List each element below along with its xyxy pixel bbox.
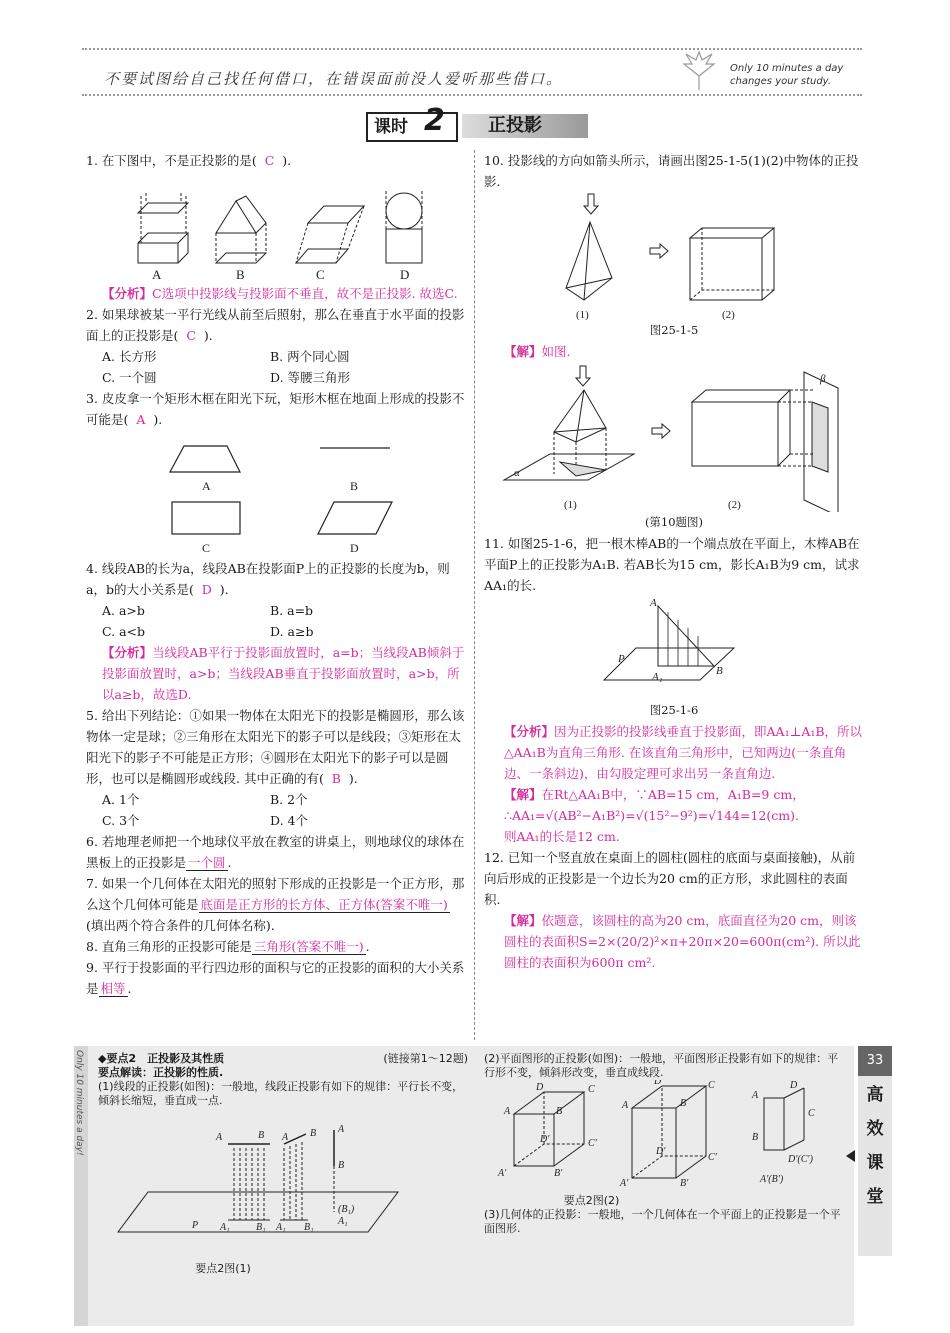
svg-text:D: D: [350, 541, 359, 555]
q2-options: A. 长方形 B. 两个同心圆 C. 一个圆 D. 等腰三角形: [102, 349, 351, 385]
q1-label-d: D: [400, 267, 410, 282]
key-point-panel: [74, 1046, 854, 1326]
maple-leaf-icon: [672, 50, 726, 94]
q9-answer: 相等: [100, 981, 126, 996]
question-6: 6. 若地理老师把一个地球仪平放在教室的讲桌上，则地球仪的球体在黑板上的正投影是 一个圆 .: [86, 834, 465, 870]
side-tab: [858, 1046, 892, 1256]
svg-text:A: A: [202, 479, 211, 493]
svg-text:D: D: [654, 1080, 662, 1087]
question-3: 3. 皮皮拿一个矩形木框在阳光下玩，矩形木框在地面上形成的投影不可能是( A ).: [86, 391, 465, 427]
svg-text:B: B: [350, 479, 359, 493]
q1-option-d-figure: [386, 191, 422, 263]
q8-answer: 三角形(答案不唯一): [253, 939, 364, 954]
svg-text:B′: B′: [680, 1178, 689, 1189]
svg-text:α: α: [514, 467, 520, 479]
svg-text:A: A: [622, 1100, 629, 1111]
svg-text:B: B: [310, 1128, 317, 1139]
q11-triangle: [658, 606, 714, 666]
svg-text:D′(C′): D′(C′): [788, 1154, 813, 1165]
point-subtitle: 要点解读：正投影的性质.: [98, 1066, 224, 1079]
svg-text:A: A: [504, 1106, 511, 1117]
svg-text:β: β: [820, 373, 826, 385]
arrow-right-icon: [652, 424, 670, 438]
svg-text:D′: D′: [656, 1146, 666, 1157]
svg-text:(1): (1): [564, 499, 577, 511]
q12-solution: 【解】依题意，该圆柱的高为20 cm，底面直径为20 cm，则该圆柱的表面积S=2×(20/2)²×π+20π×20=600π(cm²). 所以此圆柱的表面积为600π cm².: [504, 913, 861, 970]
point-title: ◆要点2 正投影及其性质: [98, 1052, 225, 1065]
panel-side-strip: Only 10 minutes a day!: [74, 1046, 88, 1326]
q3-trapezoid: [170, 446, 240, 472]
q1-label-c: C: [316, 267, 325, 282]
svg-text:(2): (2): [728, 499, 741, 511]
question-8: 8. 直角三角形的正投影可能是 三角形(答案不唯一) .: [86, 939, 370, 954]
svg-text:A: A: [650, 597, 657, 609]
svg-text:C: C: [708, 1080, 715, 1091]
svg-text:C′: C′: [708, 1152, 717, 1163]
svg-text:B: B: [752, 1132, 759, 1143]
arrow-down-icon: [576, 366, 590, 386]
side-tab-char-4: 堂: [866, 1187, 884, 1207]
side-tab-char-1: 高: [866, 1085, 884, 1105]
svg-text:A′: A′: [620, 1178, 629, 1189]
side-tab-char-2: 效: [866, 1119, 884, 1139]
question-7: 7. 如果一个几何体在太阳光的照射下形成的正投影是一个正方形，那么这个几何体可能是 底面是正方形的长方体、正方体(答案不唯一)(填出两个符合条件的几何体名称).: [86, 876, 465, 933]
svg-text:(1): (1): [576, 309, 589, 320]
svg-text:C: C: [202, 541, 211, 555]
question-9: 9. 平行于投影面的平行四边形的面积与它的正投影的面积的大小关系是 相等 .: [86, 960, 465, 996]
q3-parallelogram: [318, 502, 392, 534]
q1-option-a-figure: [138, 193, 188, 263]
svg-text:B₁: B₁: [304, 1222, 314, 1233]
panel-left: [98, 1052, 468, 1276]
q10-tetrahedron: [566, 222, 612, 300]
q3-rectangle: [172, 502, 240, 534]
question-11: 11. 如图25-1-6，把一根木棒AB的一个端点放在平面上，木棒AB在平面P上的正投影为A₁B. 若AB长为15 cm，影长A₁B为9 cm，试求AA₁的长.: [484, 536, 860, 593]
svg-text:P: P: [192, 1220, 199, 1231]
svg-text:C: C: [808, 1108, 815, 1119]
q1-analysis: 【分析】C选项中投影线与投影面不垂直，故不是正投影. 故选C.: [102, 286, 458, 301]
svg-text:A: A: [216, 1132, 223, 1143]
svg-text:D: D: [536, 1082, 544, 1093]
q11-figure: [484, 596, 854, 700]
point-item-3: (3)几何体的正投影：一般地，一个几何体在一个平面上的正投影是一个平面图形.: [484, 1208, 841, 1235]
point-link: (链接第1～12题): [383, 1052, 468, 1065]
right-column: [484, 150, 864, 973]
header-rule-bottom: [82, 94, 862, 96]
svg-text:A: A: [282, 1132, 289, 1143]
q6-answer: 一个圆: [188, 855, 226, 870]
question-2: 2. 如果球被某一平行光线从前至后照射，那么在垂直于水平面的投影面上的正投影是( C ).: [86, 307, 465, 343]
q11-solution: 【解】在Rt△AA₁B中，∵AB=15 cm，A₁B=9 cm， ∴AA₁=√(AB²−A₁B²)=√(15²−9²)=√144=12(cm). 则AA₁的长是12 cm.: [504, 787, 805, 844]
q1-option-c-figure: [296, 206, 364, 263]
arrow-right-icon: [650, 244, 668, 258]
lesson-title: 正投影: [462, 114, 588, 138]
lesson-label-box: 课时 2: [366, 112, 458, 142]
point-figure-1-caption: 要点2图(1): [195, 1262, 251, 1275]
q1-figure: [86, 171, 446, 283]
svg-text:D: D: [790, 1080, 798, 1091]
q5-options: A. 1个 B. 2个 C. 3个 D. 4个: [102, 792, 308, 828]
svg-text:B: B: [716, 665, 723, 677]
svg-text:B: B: [556, 1106, 563, 1117]
svg-text:A₁: A₁: [338, 1216, 348, 1227]
q4-options: A. a>b B. a=b C. a<b D. a≥b: [102, 603, 314, 639]
question-5: 5. 给出下列结论：①如果一物体在太阳光下的投影是椭圆形，那么该物体一定是球；②三角形在太阳光下的影子可以是线段；③矩形在太阳光下的影子不可能是正方形；④圆形在太阳光下的影子可以是圆形，也可以是椭圆形或线段. 其中正确的有( B ).: [86, 708, 465, 786]
svg-text:A: A: [338, 1124, 345, 1135]
q11-analysis: 【分析】因为正投影的投影线垂直于投影面，即AA₁⊥A₁B，所以△AA₁B为直角三角形. 在该直角三角形中，已知两边(一条直角边、一条斜边)，由勾股定理可求出另一条直角边.: [504, 724, 863, 781]
question-12: 12. 已知一个竖直放在桌面上的圆柱(圆柱的底面与桌面接触)，从前向后形成的正投影是一个边长为20 cm的正方形，求此圆柱的表面积.: [484, 850, 856, 907]
header-rule-top: [82, 48, 862, 50]
svg-text:C′: C′: [588, 1138, 597, 1149]
q4-analysis: 【分析】当线段AB平行于投影面放置时，a=b；当线段AB倾斜于投影面放置时，a>b；当线段AB垂直于投影面放置时，a>b，所以a≥b，故选D.: [102, 645, 465, 702]
side-tab-pointer-icon: [846, 1150, 855, 1162]
svg-text:B: B: [338, 1160, 345, 1171]
q1-option-b-figure: [216, 196, 266, 263]
point-figure-1: [98, 1108, 468, 1258]
header-slogan: Only 10 minutes a day changes your study.: [730, 63, 844, 87]
panel-right: [484, 1052, 849, 1236]
q1-label-b: B: [236, 267, 245, 282]
column-divider: [474, 150, 475, 1040]
left-column: [86, 150, 466, 999]
q3-figure: [86, 430, 446, 558]
q10-solution-caption: (第10题图): [644, 515, 704, 529]
page-number: 33: [858, 1046, 892, 1076]
arrow-down-icon: [584, 194, 598, 214]
svg-text:A₁: A₁: [220, 1222, 230, 1233]
svg-text:A₁: A₁: [276, 1222, 286, 1233]
point-figure-2-caption: 要点2图(2): [563, 1194, 620, 1207]
svg-text:B′: B′: [554, 1168, 563, 1179]
lesson-number: 2: [424, 103, 445, 138]
q7-answer: 底面是正方形的长方体、正方体(答案不唯一): [200, 897, 448, 912]
side-tab-char-3: 课: [866, 1153, 884, 1173]
q1-label-a: A: [152, 267, 162, 282]
question-4: 4. 线段AB的长为a，线段AB在投影面P上的正投影的长度为b，则a，b的大小关系是( D ).: [86, 561, 450, 597]
svg-text:(2): (2): [722, 309, 735, 320]
svg-text:A₁: A₁: [652, 671, 663, 683]
question-1: 1. 在下图中，不是正投影的是( C ).: [86, 153, 292, 168]
svg-text:(B₁): (B₁): [338, 1204, 355, 1215]
svg-text:B: B: [680, 1098, 687, 1109]
svg-text:B₁: B₁: [256, 1222, 266, 1233]
q10-box: [690, 228, 774, 300]
point-item-1: (1)线段的正投影(如图)：一般地，线段正投影有如下的规律：平行长不变，倾斜长缩短，垂直成一点.: [98, 1080, 464, 1107]
page-header: [82, 48, 862, 106]
svg-text:P: P: [618, 653, 625, 665]
q11-caption: 图25-1-6: [649, 703, 699, 717]
q10-figure: [484, 192, 854, 320]
svg-text:A′: A′: [498, 1168, 507, 1179]
svg-text:C: C: [588, 1084, 595, 1095]
svg-text:A: A: [752, 1090, 759, 1101]
header-motto: 不要试图给自己找任何借口，在错误面前没人爱听那些借口。: [104, 70, 564, 88]
svg-text:B: B: [258, 1130, 265, 1141]
point-figure-2: [484, 1080, 849, 1190]
q10-caption: 图25-1-5: [649, 323, 699, 337]
q10-solution: 【解】如图.: [504, 344, 571, 359]
question-10: 10. 投影线的方向如箭头所示，请画出图25-1-5(1)(2)中物体的正投影.: [484, 153, 859, 189]
point-item-2: (2)平面图形的正投影(如图)：一般地，平面图形正投影有如下的规律：平行形不变，倾斜形改变，垂直成线段.: [484, 1052, 839, 1079]
svg-text:D′: D′: [540, 1134, 550, 1145]
lesson-heading: [366, 103, 590, 142]
svg-text:A′(B′): A′(B′): [760, 1174, 784, 1185]
q10-solution-figure: [484, 362, 854, 512]
